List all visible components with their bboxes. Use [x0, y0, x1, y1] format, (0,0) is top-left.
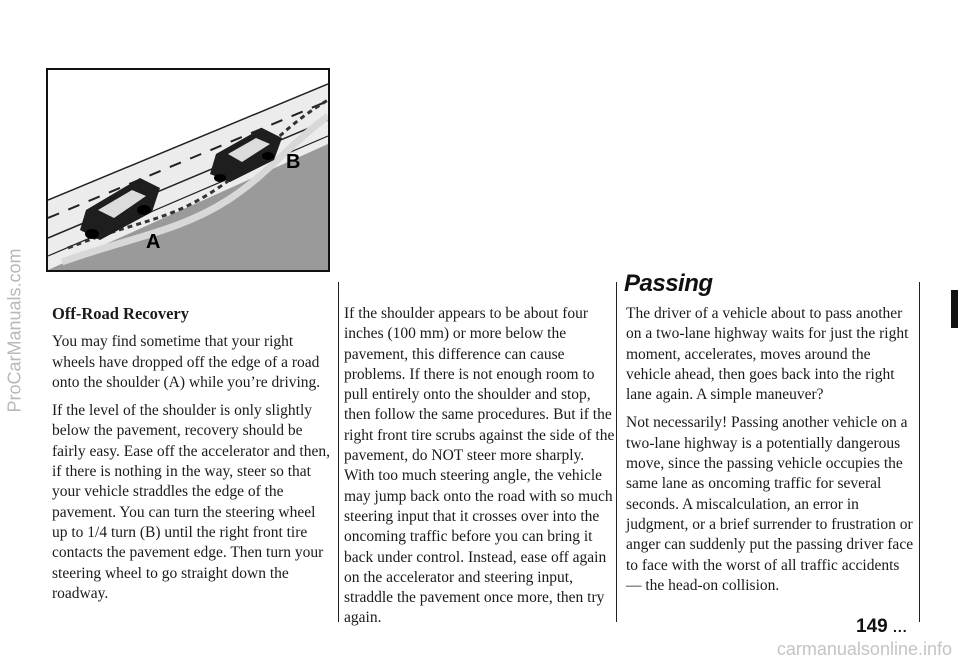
middle-column	[344, 304, 616, 637]
page-number	[856, 616, 908, 638]
off-road-recovery-subheading: Off-Road Recovery	[52, 304, 189, 323]
label-b: B	[286, 151, 301, 173]
column-divider-right	[616, 282, 617, 622]
off-road-recovery-illustration	[46, 68, 330, 272]
column-divider-far-right	[919, 282, 920, 622]
watermark-side	[2, 40, 28, 620]
left-paragraph-1: You may find sometime that your right wheels have dropped off the edge of a road onto the shoulder (A) while you’re driving.	[52, 333, 321, 391]
left-paragraph-2: If the level of the shoulder is only slightly below the pavement, recovery should be fairly easy. Ease off the accelerator and then, if there is nothing in the way, steer so that your vehicle straddles the edge of the pavement. You can turn the steering wheel up to 1/4 turn (B) until the right front tire contacts the pavement edge. Then turn your steering wheel to go straight down the roadway.	[52, 402, 330, 602]
label-a: A	[146, 231, 161, 253]
illustration-drawing	[48, 70, 328, 270]
section-edge-tab	[951, 290, 958, 328]
right-paragraph-2: Not necessarily! Passing another vehicle on a two-lane highway is a potentially dangerous move, since the passing vehicle occupies the same lane as oncoming traffic for several seconds. A miscalculation, an error in judgment, or a brief surrender to frustration or anger can suddenly put the passing driver face to face with the worst of all traffic accidents — the head-on collision.	[626, 414, 914, 594]
page-number-suffix: ...	[892, 619, 908, 635]
right-column	[626, 304, 916, 604]
left-column	[52, 304, 334, 612]
column-divider-left	[338, 282, 339, 622]
page-number-value: 149	[856, 616, 888, 637]
right-paragraph-1: The driver of a vehicle about to pass another on a two-lane highway waits for just the right moment, accelerates, moves around the vehicle ahead, then goes back into the right lane again. A simple maneuver?	[626, 305, 909, 404]
watermark-bottom: carmanualsonline.info	[776, 639, 952, 659]
middle-paragraph-1: If the shoulder appears to be about four inches (100 mm) or more below the pavement, this difference can cause problems. If there is not enough room to pull entirely onto the shoulder and stop, then follow the same procedures. But if the right front tire scrubs against the side of the pavement, do NOT steer more sharply. With too much steering angle, the vehicle may jump back onto the road with so much steering input that it crosses over into the oncoming traffic before you can bring it back under control. Instead, ease off again on the accelerator and steering input, straddle the pavement once more, then try again.	[344, 305, 615, 627]
passing-heading: Passing	[624, 270, 713, 297]
watermark-side-text: ProCarManuals.com	[4, 247, 25, 413]
